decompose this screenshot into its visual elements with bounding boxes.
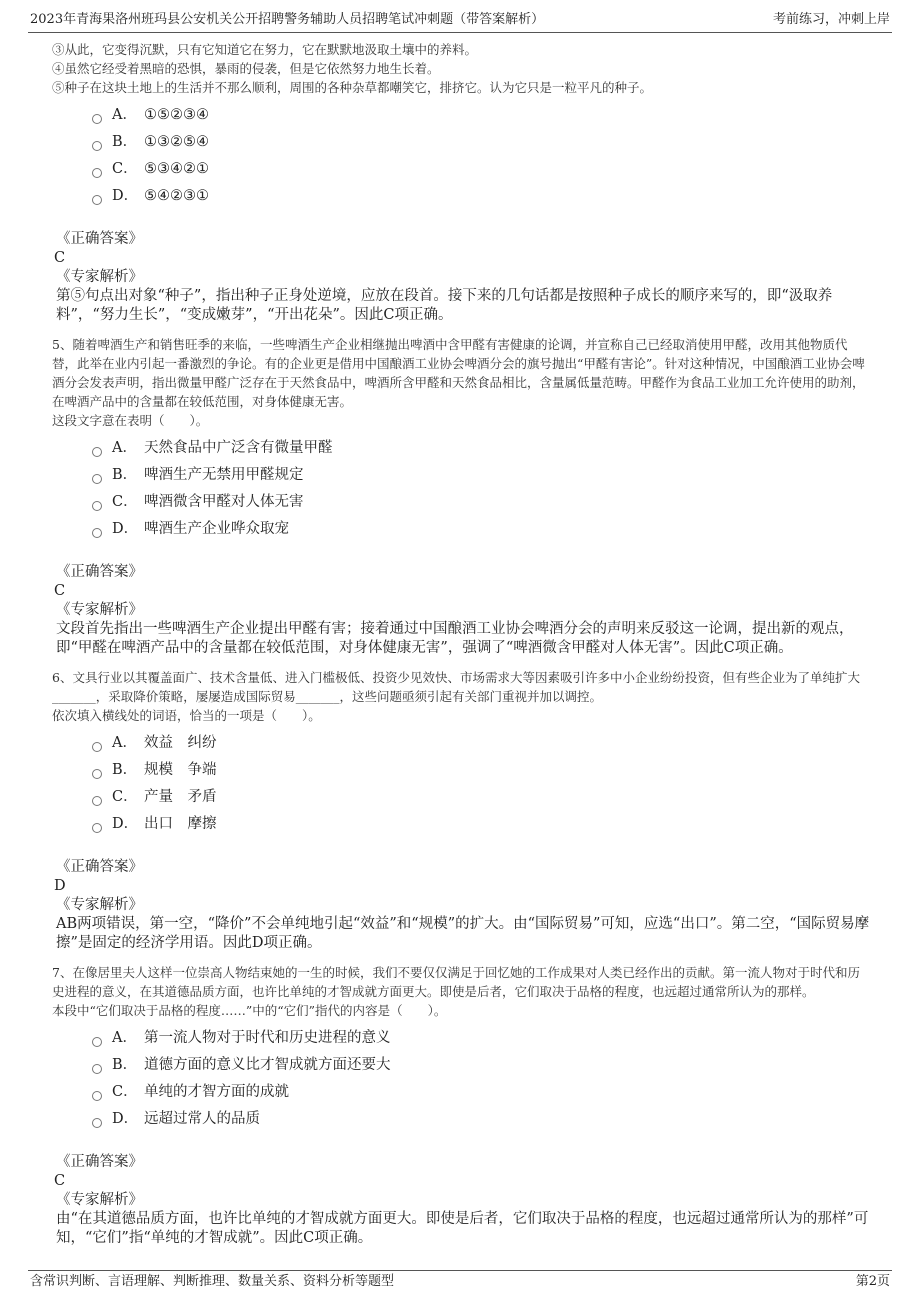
analysis-label: 《专家解析》 — [56, 269, 143, 285]
answer-label: 《正确答案》 — [56, 564, 143, 580]
question-7 — [52, 963, 872, 1248]
option-a[interactable]: A． 第一流人物对于时代和历史进程的意义 — [92, 1025, 872, 1052]
page-number: 第2页 — [855, 1274, 890, 1289]
question-4 — [52, 40, 872, 325]
page-footer — [28, 1270, 892, 1293]
answer-block — [52, 1153, 872, 1210]
answer-value: C — [54, 250, 66, 266]
radio-icon[interactable] — [92, 796, 102, 806]
answer-block — [52, 858, 872, 915]
option-d[interactable]: D． 出口 摩擦 — [92, 811, 872, 838]
footer-topics: 含常识判断、言语理解、判断推理、数量关系、资料分析等题型 — [30, 1274, 395, 1289]
option-c[interactable]: C． 啤酒微含甲醛对人体无害 — [92, 489, 872, 516]
option-d[interactable]: D． ⑤④②③① — [92, 183, 872, 210]
question-stem: 6、文具行业以其覆盖面广、技术含量低、进入门槛极低、投资少见效快、市场需求大等因素吸引许多中小企业纷纷投资，但有些企业为了单纯扩大_______，采取降价策略，屡屡造成国际贸易_______，这些问题亟须引起有关部门重视并加以调控。 — [52, 670, 860, 704]
question-prompt: 依次填入横线处的词语，恰当的一项是（ ）。 — [52, 708, 321, 723]
page-content — [52, 40, 872, 1248]
answer-value: D — [54, 878, 66, 894]
radio-icon[interactable] — [92, 447, 102, 457]
option-b[interactable]: B． 道德方面的意义比才智成就方面还要大 — [92, 1052, 872, 1079]
analysis-text: 文段首先指出一些啤酒生产企业提出甲醛有害；接着通过中国酿酒工业协会啤酒分会的声明来反驳这一论调，提出新的观点，即“甲醛在啤酒产品中的含量都在较低范围，对身体健康无害”，强调了“啤酒微含甲醛对人体无害”。因此C项正确。 — [56, 621, 854, 656]
radio-icon[interactable] — [92, 1118, 102, 1128]
radio-icon[interactable] — [92, 501, 102, 511]
analysis-text: 由“在其道德品质方面，也许比单纯的才智成就方面更大。即使是后者，它们取决于品格的程度，也远超过通常所认为的那样”可知，“它们”指“单纯的才智成就”。因此C项正确。 — [56, 1211, 869, 1246]
document-title: 2023年青海果洛州班玛县公安机关公开招聘警务辅助人员招聘笔试冲刺题（带答案解析） — [30, 12, 545, 27]
options-list — [92, 435, 872, 543]
answer-value: C — [54, 583, 66, 599]
option-d[interactable]: D． 啤酒生产企业哗众取宠 — [92, 516, 872, 543]
answer-value: C — [54, 1173, 66, 1189]
options-list — [92, 730, 872, 838]
radio-icon[interactable] — [92, 823, 102, 833]
stem-line: ③从此，它变得沉默，只有它知道它在努力，它在默默地汲取土壤中的养料。 — [52, 42, 478, 57]
option-c[interactable]: C． 产量 矛盾 — [92, 784, 872, 811]
radio-icon[interactable] — [92, 195, 102, 205]
options-list — [92, 102, 872, 210]
question-prompt: 这段文字意在表明（ ）。 — [52, 413, 209, 428]
question-6 — [52, 668, 872, 953]
question-stem: 7、在像居里夫人这样一位崇高人物结束她的一生的时候，我们不要仅仅满足于回忆她的工作成果对人类已经作出的贡献。第一流人物对于时代和历史进程的意义，在其道德品质方面，也许比单纯的才智成就方面更大。即使是后者，它们取决于品格的程度，也远超过通常所认为的那样。 — [52, 965, 860, 999]
option-a[interactable]: A． ①⑤②③④ — [92, 102, 872, 129]
stem-line: ④虽然它经受着黑暗的恐惧，暴雨的侵袭，但是它依然努力地生长着。 — [52, 61, 440, 76]
options-list — [92, 1025, 872, 1133]
radio-icon[interactable] — [92, 1091, 102, 1101]
analysis-text: 第⑤句点出对象“种子”，指出种子正身处逆境，应放在段首。接下来的几句话都是按照种子成长的顺序来写的，即“汲取养料”，“努力生长”，“变成嫩芽”，“开出花朵”。因此C项正确。 — [56, 288, 833, 323]
stem-line: ⑤种子在这块土地上的生活并不那么顺利，周围的各种杂草都嘲笑它，排挤它。认为它只是一粒平凡的种子。 — [52, 80, 653, 95]
analysis-label: 《专家解析》 — [56, 897, 143, 913]
option-b[interactable]: B． ①③②⑤④ — [92, 129, 872, 156]
answer-label: 《正确答案》 — [56, 231, 143, 247]
option-c[interactable]: C． 单纯的才智方面的成就 — [92, 1079, 872, 1106]
question-5 — [52, 335, 872, 658]
radio-icon[interactable] — [92, 114, 102, 124]
radio-icon[interactable] — [92, 769, 102, 779]
radio-icon[interactable] — [92, 528, 102, 538]
page-header — [28, 8, 892, 33]
answer-label: 《正确答案》 — [56, 1154, 143, 1170]
option-a[interactable]: A． 天然食品中广泛含有微量甲醛 — [92, 435, 872, 462]
radio-icon[interactable] — [92, 1064, 102, 1074]
header-slogan: 考前练习，冲刺上岸 — [772, 12, 890, 27]
analysis-text: AB两项错误，第一空，“降价”不会单纯地引起“效益”和“规模”的扩大。由“国际贸易”可知，应选“出口”。第二空，“国际贸易摩擦”是固定的经济学用语。因此D项正确。 — [56, 916, 870, 951]
radio-icon[interactable] — [92, 141, 102, 151]
analysis-label: 《专家解析》 — [56, 602, 143, 618]
option-d[interactable]: D． 远超过常人的品质 — [92, 1106, 872, 1133]
question-prompt: 本段中“它们取决于品格的程度……”中的“它们”指代的内容是（ ）。 — [52, 1003, 447, 1018]
answer-block — [52, 563, 872, 620]
answer-label: 《正确答案》 — [56, 859, 143, 875]
option-b[interactable]: B． 啤酒生产无禁用甲醛规定 — [92, 462, 872, 489]
option-c[interactable]: C． ⑤③④②① — [92, 156, 872, 183]
answer-block — [52, 230, 872, 287]
option-b[interactable]: B． 规模 争端 — [92, 757, 872, 784]
radio-icon[interactable] — [92, 474, 102, 484]
question-stem: 5、随着啤酒生产和销售旺季的来临，一些啤酒生产企业相继抛出啤酒中含甲醛有害健康的论调，并宣称自己已经取消使用甲醛，改用其他物质代替，此举在业内引起一番激烈的争论。有的企业更是借用中国酿酒工业协会啤酒分会的旗号抛出“甲醛有害论”。针对这种情况，中国酿酒工业协会啤酒分会发表声明，指出微量甲醛广泛存在于天然食品中，啤酒所含甲醛和天然食品相比，含量属低量范畴。甲醛作为食品工业加工允许使用的助剂，在啤酒产品中的含量都在较低范围，对身体健康无害。 — [52, 337, 865, 409]
radio-icon[interactable] — [92, 742, 102, 752]
option-a[interactable]: A． 效益 纠纷 — [92, 730, 872, 757]
radio-icon[interactable] — [92, 1037, 102, 1047]
analysis-label: 《专家解析》 — [56, 1192, 143, 1208]
radio-icon[interactable] — [92, 168, 102, 178]
